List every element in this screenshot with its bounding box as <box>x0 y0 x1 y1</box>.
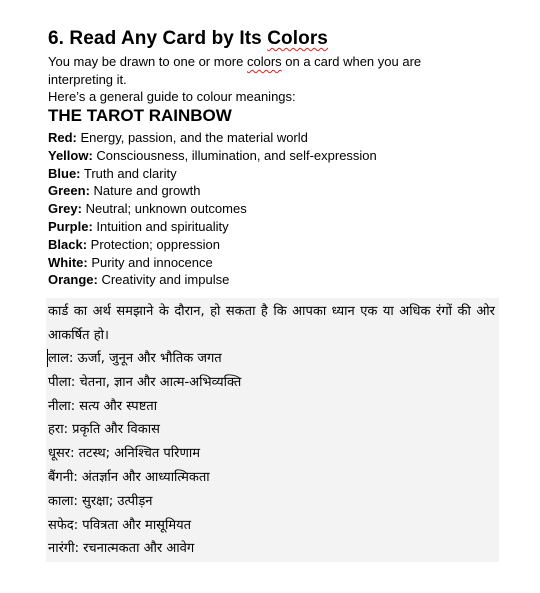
color-meaning: Creativity and impulse <box>97 272 230 288</box>
list-item <box>48 129 377 147</box>
list-item <box>48 254 377 272</box>
color-name: Green: <box>48 183 90 199</box>
color-meaning: Intuition and spirituality <box>92 218 229 234</box>
color-name: White: <box>48 254 88 270</box>
color-meaning: Protection; oppression <box>87 236 220 252</box>
intro-text <box>48 53 478 106</box>
section-heading <box>48 28 328 50</box>
list-item <box>48 271 377 289</box>
color-name: Red: <box>48 130 77 145</box>
color-meaning: Purity and innocence <box>87 254 213 270</box>
color-meaning: Consciousness, illumination, and self-expression <box>92 147 377 163</box>
list-item <box>48 165 377 183</box>
list-item: हरा: प्रकृति और विकास <box>48 422 160 438</box>
list-item <box>48 147 377 165</box>
color-meaning: Nature and growth <box>89 183 201 199</box>
color-name: Purple: <box>48 218 93 234</box>
color-name: Grey: <box>48 201 82 217</box>
hindi-paragraph: कार्ड का अर्थ समझाने के दौरान, हो सकता है कि आपका ध्यान एक या अधिक रंगों की ओर आकर्षित हो। <box>48 304 495 343</box>
list-item: नारंगी: रचनात्मकता और आवेग <box>48 541 195 557</box>
hindi-color-list <box>48 347 241 561</box>
color-meaning: Truth and clarity <box>80 165 177 181</box>
color-name: Orange: <box>48 272 98 288</box>
heading-prefix: 6. Read Any Card by Its <box>48 28 268 49</box>
list-item: लाल: ऊर्जा, जुनून और भौतिक जगत <box>48 351 222 366</box>
color-meanings-list <box>48 129 377 289</box>
list-item: नीला: सत्य और स्पष्टता <box>48 398 158 414</box>
list-item: पीला: चेतना, ज्ञान और आत्म-अभिव्यक्ति <box>48 374 242 390</box>
intro-line-1-part-a: You may be drawn to one or more <box>48 54 247 69</box>
list-item: सफेद: पवित्रता और मासूमियत <box>48 517 192 533</box>
tarot-rainbow-title: THE TAROT RAINBOW <box>48 106 232 125</box>
list-item: धूसर: तटस्थ; अनिश्चित परिणाम <box>48 446 201 462</box>
list-item <box>48 182 377 200</box>
color-name: Yellow: <box>48 147 93 163</box>
color-name: Blue: <box>48 165 81 181</box>
intro-line-2: Here’s a general guide to colour meanings: <box>48 89 296 104</box>
intro-line-1-part-c: on a card when you are interpreting it. <box>48 54 422 87</box>
list-item <box>48 218 377 236</box>
list-item <box>48 200 377 218</box>
list-item <box>48 236 377 254</box>
intro-line-1 <box>48 53 478 88</box>
heading-last-word: Colors <box>267 28 328 49</box>
color-meaning: Energy, passion, and the material world <box>76 130 308 145</box>
color-meaning: Neutral; unknown outcomes <box>81 201 247 217</box>
list-item: काला: सुरक्षा; उत्पीड़न <box>48 493 153 509</box>
color-name: Black: <box>48 236 88 252</box>
intro-line-1-flagged-word: colors <box>246 54 282 69</box>
hindi-translation-block[interactable] <box>46 298 499 562</box>
list-item: बैंगनी: अंतर्ज्ञान और आध्यात्मिकता <box>48 469 210 485</box>
